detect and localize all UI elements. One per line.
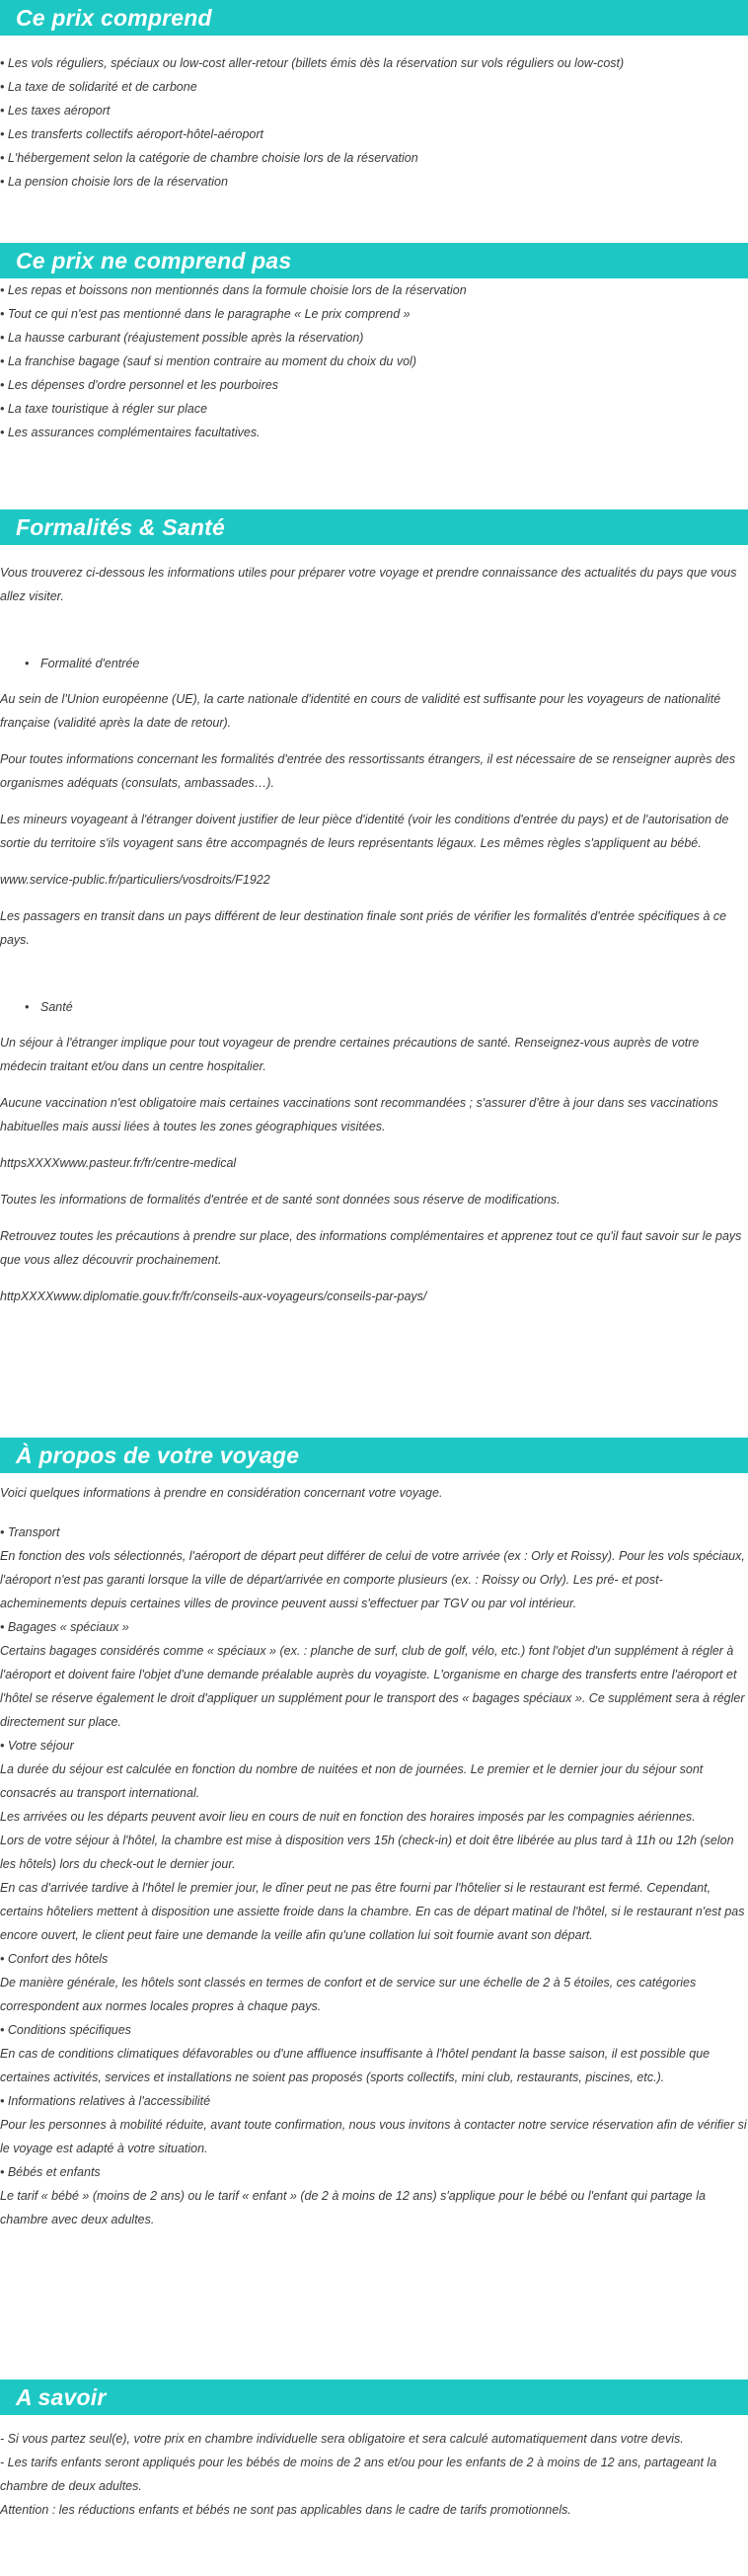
list-prix-ne-comprend-pas	[0, 278, 748, 444]
formalites-intro: Vous trouverez ci-dessous les informations utiles pour préparer votre voyage et prendre connaissance des actualités du pays que vous allez visiter.	[0, 566, 737, 603]
section-title-prix-comprend: Ce prix comprend	[0, 0, 748, 36]
sejour-heading: • Votre séjour	[0, 1739, 74, 1753]
list-item: • La hausse carburant (réajustement possible après la réservation)	[0, 326, 748, 350]
sante-paragraph: Un séjour à l'étranger implique pour tout voyageur de prendre certaines précautions de santé. Renseignez-vous auprès de votre médecin traitant et/ou dans un centre hospitalier.	[0, 1036, 700, 1073]
formalites-paragraph: Les mineurs voyageant à l'étranger doivent justifier de leur pièce d'identité (voir les conditions d'entrée du pays) et de l'autorisation de sortie du territoire s'ils voyagent sans être accompagnés de leurs représentants légaux. Les mêmes règles s'appliquent au bébé.	[0, 813, 729, 850]
section-formalites-sante	[0, 509, 748, 1308]
formalites-heading: Formalité d'entrée	[40, 657, 140, 670]
a-savoir-line: - Si vous partez seul(e), votre prix en chambre individuelle sera obligatoire et sera calculé automatiquement dans votre devis.	[0, 2432, 684, 2446]
sante-paragraph: Aucune vaccination n'est obligatoire mais certaines vaccinations sont recommandées ; s'assurer d'être à jour dans ses vaccinations habituelles mais aussi liées à toutes les zones géographiques visitées.	[0, 1096, 718, 1133]
diplomatie-link[interactable]: httpXXXXwww.diplomatie.gouv.fr/fr/conseils-aux-voyageurs/conseils-par-pays/	[0, 1289, 427, 1303]
transport-text: En fonction des vols sélectionnés, l'aéroport de départ peut différer de celui de votre arrivée (ex : Orly et Roissy). Pour les vols spéciaux, l'aéroport n'est pas garanti lorsque la ville de départ/arrivée en comporte plusieurs (ex. : Roissy ou Orly). Les pré- et post- acheminements depuis certaines villes de province peuvent aussi s'effectuer par TGV ou par vol intérieur.	[0, 1549, 745, 1610]
a-savoir-line: Attention : les réductions enfants et bébés ne sont pas applicables dans le cadre de tarifs promotionnels.	[0, 2503, 571, 2517]
bagages-heading: • Bagages « spéciaux »	[0, 1620, 129, 1634]
sante-paragraph: Toutes les informations de formalités d'entrée et de santé sont données sous réserve de modifications.	[0, 1193, 561, 1207]
formalites-paragraph: Les passagers en transit dans un pays différent de leur destination finale sont priés de vérifier les formalités d'entrée spécifiques à ce pays.	[0, 909, 727, 947]
service-public-link[interactable]: www.service-public.fr/particuliers/vosdroits/F1922	[0, 873, 270, 887]
sante-heading: Santé	[40, 1000, 73, 1014]
confort-text: De manière générale, les hôtels sont classés en termes de confort et de service sur une échelle de 2 à 5 étoiles, ces catégories correspondent aux normes locales propres à chaque pays.	[0, 1976, 697, 2013]
accessibilite-heading: • Informations relatives à l'accessibilité	[0, 2094, 211, 2108]
confort-heading: • Confort des hôtels	[0, 1952, 109, 1966]
section-a-savoir	[0, 2380, 748, 2522]
section-prix-comprend	[0, 0, 748, 194]
list-item: • L'hébergement selon la catégorie de chambre choisie lors de la réservation	[0, 146, 748, 170]
list-item: • Les vols réguliers, spéciaux ou low-cost aller-retour (billets émis dès la réservation sur vols réguliers ou low-cost)	[0, 51, 748, 75]
list-prix-comprend	[0, 51, 748, 194]
list-item: • Les transferts collectifs aéroport-hôtel-aéroport	[0, 122, 748, 146]
sejour-text: En cas d'arrivée tardive à l'hôtel le premier jour, le dîner peut ne pas être fourni par l'hôtelier si le restaurant est fermé. Cependant, certains hôteliers mettent à disposition une assiette froide dans la chambre. En cas de départ matinal de l'hôtel, si le restaurant n'est pas encore ouvert, le client peut faire une demande la veille afin qu'une collation lui soit fournie avant son départ.	[0, 1881, 745, 1942]
section-title-a-propos-voyage: À propos de votre voyage	[0, 1438, 748, 1473]
a-savoir-line: - Les tarifs enfants seront appliqués pour les bébés de moins de 2 ans et/ou pour les enfants de 2 à moins de 12 ans, partageant la chambre de deux adultes.	[0, 2456, 717, 2493]
section-a-propos-voyage	[0, 1438, 748, 2231]
accessibilite-text: Pour les personnes à mobilité réduite, avant toute confirmation, nous vous invitons à contacter notre service réservation afin de vérifier si le voyage est adapté à votre situation.	[0, 2118, 747, 2155]
section-title-a-savoir: A savoir	[0, 2380, 748, 2415]
formalites-heading-row	[0, 652, 748, 675]
sejour-text: Lors de votre séjour à l'hôtel, la chambre est mise à disposition vers 15h (check-in) et doit être libérée au plus tard à 11h ou 12h (selon les hôtels) lors du check-out le dernier jour.	[0, 1834, 734, 1871]
bebes-heading: • Bébés et enfants	[0, 2165, 101, 2179]
sejour-text: La durée du séjour est calculée en fonction du nombre de nuitées et non de journées. Le premier et le dernier jour du séjour sont consacrés au transport international.	[0, 1762, 704, 1800]
formalites-paragraph: Pour toutes informations concernant les formalités d'entrée des ressortissants étrangers, il est nécessaire de se renseigner auprès des organismes adéquats (consulats, ambassades…).	[0, 752, 736, 790]
section-title-formalites-sante: Formalités & Santé	[0, 509, 748, 545]
list-item: • Les assurances complémentaires facultatives.	[0, 421, 748, 444]
conditions-text: En cas de conditions climatiques défavorables ou d'une affluence insuffisante à l'hôtel pendant la basse saison, il est possible que certaines activités, services et installations ne soient pas proposés (sports collectifs, mini club, restaurants, piscines, etc.).	[0, 2047, 711, 2084]
bullet-icon: •	[25, 657, 30, 670]
list-item: • Les dépenses d'ordre personnel et les pourboires	[0, 373, 748, 397]
list-item: • Les repas et boissons non mentionnés dans la formule choisie lors de la réservation	[0, 278, 748, 302]
sante-heading-row	[0, 995, 748, 1019]
sejour-text: Les arrivées ou les départs peuvent avoir lieu en cours de nuit en fonction des horaires imposés par les compagnies aériennes.	[0, 1810, 696, 1824]
section-prix-ne-comprend-pas	[0, 243, 748, 444]
list-item: • Tout ce qui n'est pas mentionné dans le paragraphe « Le prix comprend »	[0, 302, 748, 326]
bagages-text: Certains bagages considérés comme « spéciaux » (ex. : planche de surf, club de golf, vélo, etc.) font l'objet d'un supplément à régler à l'aéroport et doivent faire l'objet d'une demande préalable auprès du voyagiste. L'organisme en charge des transferts entre l'aéroport et l'hôtel se réserve également le droit d'appliquer un supplément pour le transport des « bagages spéciaux ». Ce supplément sera à régler directement sur place.	[0, 1644, 745, 1729]
list-item: • La franchise bagage (sauf si mention contraire au moment du choix du vol)	[0, 350, 748, 373]
bullet-icon: •	[25, 1000, 30, 1014]
bebes-text: Le tarif « bébé » (moins de 2 ans) ou le tarif « enfant » (de 2 à moins de 12 ans) s'applique pour le bébé ou l'enfant qui partage la chambre avec deux adultes.	[0, 2189, 706, 2226]
formalites-paragraph: Au sein de l'Union européenne (UE), la carte nationale d'identité en cours de validité est suffisante pour les voyageurs de nationalité française (validité après la date de retour).	[0, 692, 721, 730]
list-item: • La taxe touristique à régler sur place	[0, 397, 748, 421]
a-savoir-content	[0, 2427, 748, 2522]
pasteur-link[interactable]: httpsXXXXwww.pasteur.fr/fr/centre-medical	[0, 1156, 237, 1170]
voyage-intro: Voici quelques informations à prendre en considération concernant votre voyage.	[0, 1486, 443, 1500]
section-title-prix-ne-comprend-pas: Ce prix ne comprend pas	[0, 243, 748, 278]
voyage-content	[0, 1521, 748, 2231]
list-item: • La pension choisie lors de la réservation	[0, 170, 748, 194]
conditions-heading: • Conditions spécifiques	[0, 2023, 131, 2037]
transport-heading: • Transport	[0, 1525, 60, 1539]
list-item: • Les taxes aéroport	[0, 99, 748, 122]
list-item: • La taxe de solidarité et de carbone	[0, 75, 748, 99]
sante-paragraph: Retrouvez toutes les précautions à prendre sur place, des informations complémentaires et apprenez tout ce qu'il faut savoir sur le pays que vous allez découvrir prochainement.	[0, 1229, 742, 1267]
